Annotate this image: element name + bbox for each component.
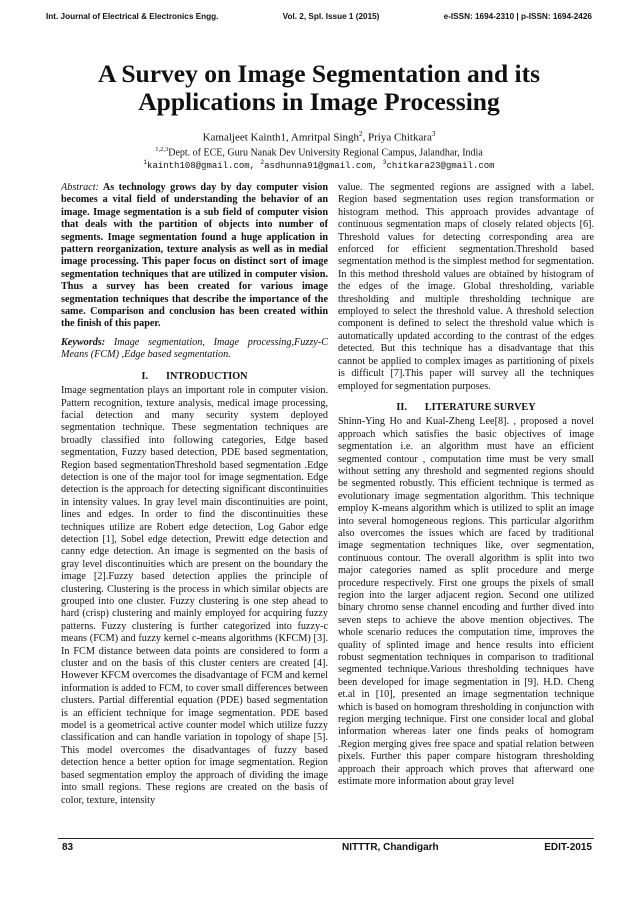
page-number: 83: [62, 842, 74, 853]
abstract-text: As technology grows day by day computer vision becomes a vital field of understanding the behavior of an image. Image segmentation is a sub field of computer vision that deals with the partition of objects into number of segments. Image segmentation found a huge application in pattern reorganization, texture analysis as well as in medial image processing. This paper focus on distinct sort of image segmentation techniques that are utilized in computer vision. Thus a survey has been created for various image segmentation techniques that describe the importance of the same. Comparison and conclusion has been created within the finish of this paper.: [61, 182, 328, 330]
section-title: LITERATURE SURVEY: [424, 401, 536, 413]
email-sup-2: 2: [260, 159, 265, 166]
journal-name: Int. Journal of Electrical & Electronics Engg.: [46, 12, 219, 21]
title-line-1: A Survey on Image Segmentation and its: [97, 59, 541, 88]
email-sup-3: 3: [382, 159, 387, 166]
footer-edition: EDIT-2015: [544, 842, 592, 853]
affiliation-sup: 1,2,3: [155, 146, 169, 153]
affiliation-text: Dept. of ECE, Guru Nanak Dev University Regional Campus, Jalandhar, India: [168, 147, 483, 159]
footer-organization: NITTTR, Chandigarh: [342, 842, 439, 853]
section-title: INTRODUCTION: [166, 370, 248, 382]
journal-volume: Vol. 2, Spl. Issue 1 (2015): [282, 12, 380, 21]
left-column: [61, 182, 328, 834]
abstract-label: Abstract:: [61, 182, 99, 193]
author-sup-2: 2: [359, 130, 363, 138]
author-emails: [40, 157, 598, 172]
abstract: [61, 182, 328, 331]
author-sup-3: 3: [431, 130, 436, 138]
email-1: kainth108@gmail.com,: [147, 161, 256, 171]
journal-header: [46, 12, 592, 21]
author-names-1: Kamaljeet Kainth1, Amritpal Singh: [202, 131, 360, 144]
email-2: asdhunna91@gmail.com,: [264, 161, 378, 171]
section-heading-introduction: [61, 371, 328, 383]
title-line-2: Applications in Image Processing: [138, 87, 500, 116]
section-heading-literature-survey: [338, 402, 594, 414]
email-sup-1: 1: [143, 159, 148, 166]
introduction-paragraph: Image segmentation plays an important role in computer vision. Pattern recognition, texture analysis, medical image processing, facial detection and many security system deployed segmentation technique. These segmentation techniques are broadly classified into following categories, Edge based segmentation, Fuzzy based detection, PDE based segmentation, Region based segmentationThreshold based segmentation .Edge detection is one of the major tool for image segmentation. Edge detection is the approach for detecting significant discontinuities in intensity values. In gray level main discontinuities are point, lines and edges. In order to find the discontinuities these techniques utilize are Robert edge detection, Log Gabor edge detection [1], Sobel edge detection, Prewitt edge detection and canny edge detection. An image is segmented on the basis of gray level discontinuities which are present on the boundary the image [2].Fuzzy based detection applies the principle of clustering. Clustering is the process in which similar objects are grouped into one cluster. Fuzzy clustering is one step ahead to hard (crisp) clustering and mainly employed for acquiring fuzzy patterns. Fuzzy clustering is further categorized into fuzzy-c means (FCM) and fuzzy kernel c-means algorithms (KFCM) [3]. In FCM distance between data points are considered to form a cluster and on the basis of this cluster centers are created [4]. However KFCM overcomes the disadvantage of FCM and kernel information is added to FCM, to cover small differences between clusters. Partial differential equation (PDE) based segmentation is an efficient technique for image segmentation. PDE based model is a geometrical active counter model which utilize fuzzy classification and can handle variation in topology of shape [5]. This model overcomes the disadvantages of fuzzy based detection hence a better option for image segmentation. Region based segmentation employ the approach of dividing the image into small regions. These regions are created on the basis of color, texture, intensity: [61, 385, 328, 806]
paper-title: [40, 60, 598, 116]
footer-divider: [58, 838, 594, 839]
right-column: [338, 182, 594, 834]
email-3: chitkara23@gmail.com: [386, 161, 495, 171]
journal-issn: e-ISSN: 1694-2310 | p-ISSN: 1694-2426: [443, 12, 592, 21]
section-number: II.: [396, 401, 407, 413]
literature-survey-paragraph: Shinn-Ying Ho and Kual-Zheng Lee[8]. , proposed a novel approach which satisfies the basic objectives of image segmentation i.e. an algorithm must have an efficient segmented contour , computation time must be very small without setting any threshold and segmented regions should be segmented robustly. This efficient technique is termed as evolutionary image segmentation algorithm. This technique employ K-means algorithm which is utilized to split an image into several homogeneous regions. This particular algorithm also overcomes the issues which are faced by traditional image segmentation techniques like, over segmentation, continuous contour. The overall algorithm is split into two major categories named as split procedure and merge procedure respectively. First one groups the pixels of small region into the larger adjacent region. Second one utilized binary chromo sense channel encoding and further dived into seven steps to achieve the above mention objectives. The whole scenario reduces the computation time, improves the quality of splinted image and hence results into efficient robust segmentation techniques in comparison to traditional segmented technique.Various thresholding techniques have been developed for image segmentation in [9]. H.D. Cheng et.al in [10], presented an image segmentation technique which is based on homogram thresholding in conjunction with region merging technique. First one consider local and global information whereas later one finds peaks of homogram .Region merging gives free space and spatial relation between pixels. Further this paper compare histogram thresholding approach their approach which proves that afterward one estimate more information about gray level: [338, 416, 594, 788]
keywords-text: Image segmentation, Image processing,Fuzzy-C Means (FCM) ,Edge based segmentation.: [61, 336, 328, 361]
author-names-2: , Priya Chitkara: [362, 131, 432, 144]
section-number: I.: [141, 370, 148, 382]
introduction-paragraph-continued: value. The segmented regions are assigned with a label. Region based segmentation uses region transformation or histogram method. This approach provides advantage of continuous segmentation maps of closely related objects [6]. Threshold values for detecting corresponding area are enforced for efficient segmentation.Threshold based segmentation method is the simplest method for segmentation. In this method threshold values are obtained by histogram of the edges of the image. Global thresholding, variable thresholding and multiple thresholding technique are employed to select the threshold value. A threshold selection component is defined to select the threshold value which is automatically updated according to the contrast of the edges detected. But this technique has a disadvantage that this cannot be applied to complex images as partitioning of pixels is difficult [7].This paper will survey all the techniques employed for segmentation purposes.: [338, 182, 594, 392]
keywords-label: Keywords:: [61, 336, 106, 348]
keywords: [61, 337, 328, 362]
